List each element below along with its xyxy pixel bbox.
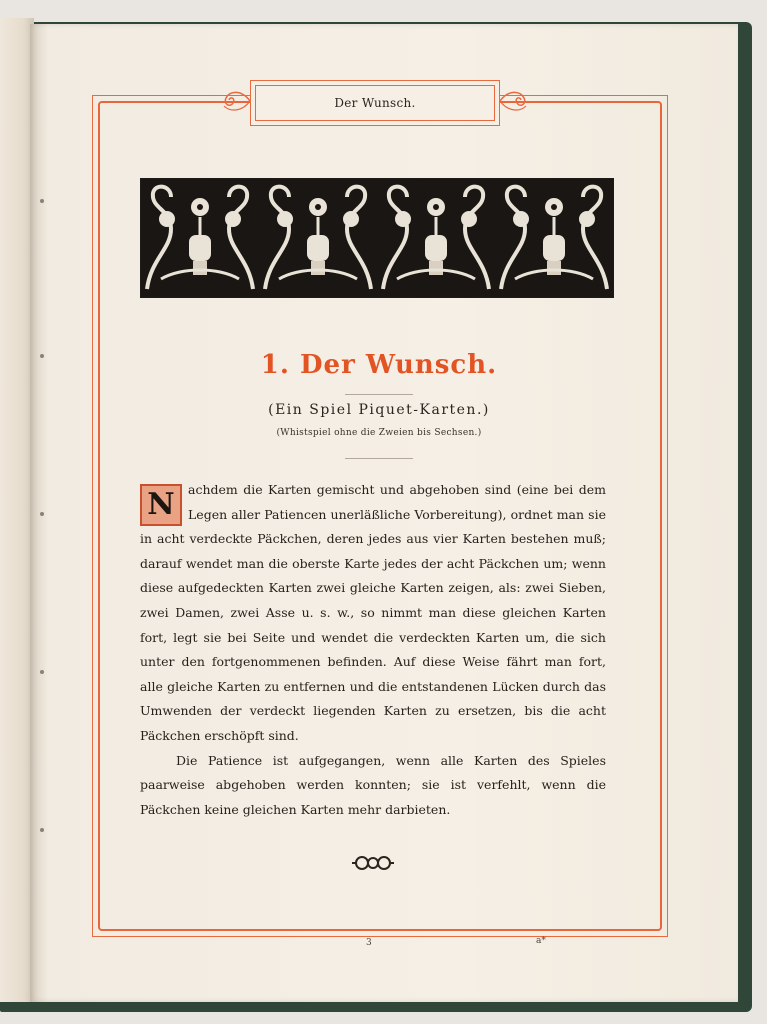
- binding-stitch: [40, 354, 44, 358]
- paragraph-2: Die Patience ist aufgegangen, wenn alle Karten des Spieles paarweise abgehoben werden konnten; sie ist verfehlt, wenn die Päckchen keine gleichen Karten mehr darbieten.: [140, 752, 606, 817]
- floral-vase-ornament-icon: [140, 178, 614, 298]
- running-head: Der Wunsch.: [255, 85, 495, 121]
- binding-stitch: [40, 512, 44, 516]
- end-flourish-icon: [350, 851, 396, 875]
- binding-stitch: [40, 828, 44, 832]
- subtitle-rule: [345, 458, 413, 459]
- binding-stitch: [40, 199, 44, 203]
- binding-stitch: [40, 670, 44, 674]
- previous-page-edge: [0, 18, 34, 1002]
- scroll-ornament-right-icon: [498, 86, 532, 116]
- drop-cap: N: [140, 484, 182, 526]
- paragraph-1-text: achdem die Karten gemischt und abgehoben sind (eine bei dem Legen aller Patiencen unerläßliche Vorbereitung), ordnet man sie in acht verdeckte Päckchen, deren jedes aus vier Karten bestehen muß; darauf wendet man die oberste Karte jedes der acht Päckchen um; wenn diese aufgedeckten Karten zwei gleiche Karten zeigen, als: zwei Sieben, zwei Damen, zwei Asse u. s. w., so nimmt man diese gleichen Karten fort, legt sie bei Seite und wendet die verdeckten Karten um, die sich unter den fortgenommenen befinden. Auf diese Weise fährt man fort, alle gleiche Karten zu entfernen und die entstandenen Lücken durch das Umwenden der verdeckt liegenden Karten zu ersetzen, bis die acht Päckchen erschöpft sind.: [140, 482, 606, 743]
- running-head-box: [250, 80, 500, 126]
- page-number: 3: [366, 938, 372, 948]
- body-text: [140, 478, 606, 822]
- signature-mark: a*: [536, 936, 546, 946]
- chapter-note: (Whistspiel ohne die Zweien bis Sechsen.): [276, 428, 482, 438]
- chapter-subtitle: (Ein Spiel Piquet-Karten.): [268, 402, 490, 418]
- scroll-ornament-left-icon: [218, 86, 252, 116]
- chapter-title: 1. Der Wunsch.: [260, 350, 498, 380]
- title-rule: [345, 394, 413, 395]
- paragraph-1: [140, 478, 606, 749]
